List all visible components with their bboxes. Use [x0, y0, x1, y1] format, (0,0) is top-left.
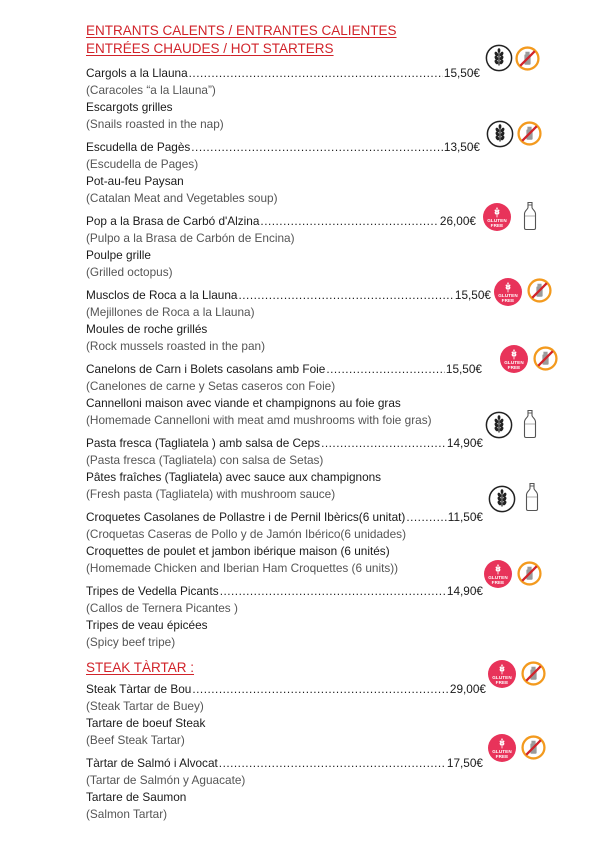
- heading-french: ENTRÉES CHAUDES /: [86, 41, 231, 56]
- dish-spanish: (Steak Tartar de Buey): [86, 699, 204, 713]
- bottle-icon: [524, 482, 540, 512]
- dish-french: Escargots grilles: [86, 100, 173, 114]
- dish-price: 17,50€: [446, 756, 483, 770]
- wheat-icon: [490, 207, 504, 218]
- dish-spanish: (Tartar de Salmón y Aguacate): [86, 773, 246, 787]
- section-heading-hot-starters-2: [86, 40, 334, 57]
- dish-english: (Beef Steak Tartar): [86, 733, 185, 747]
- badge-text-2: FREE: [495, 753, 509, 759]
- dish-name: Pasta fresca (Tagliatela ) amb salsa de Ceps: [86, 436, 321, 450]
- dish-price: 14,90€: [446, 584, 483, 598]
- dish-price: 15,50€: [443, 66, 480, 80]
- menu-item-name: [86, 681, 486, 697]
- leader-dots: [326, 361, 445, 377]
- dish-french: Tripes de veau épicées: [86, 618, 208, 632]
- menu-item-name: [86, 65, 480, 81]
- no-lactose-icon: [517, 561, 542, 586]
- dish-spanish: (Canelones de carne y Setas caseros con Foie): [86, 379, 336, 393]
- badge-text-1: GLUTEN: [492, 748, 512, 754]
- gluten-free-badge: [494, 278, 522, 306]
- no-lactose-icon: [527, 278, 552, 303]
- dish-price: 15,50€: [445, 362, 482, 376]
- wheat-icon: [485, 44, 513, 72]
- dish-french: Cannelloni maison avec viande et champignons au foie gras: [86, 396, 401, 410]
- badge-text-1: GLUTEN: [488, 574, 508, 580]
- wheat-icon: [485, 411, 513, 439]
- dish-spanish: (Pulpo a la Brasa de Carbón de Encina): [86, 231, 295, 245]
- leader-dots: [219, 755, 446, 771]
- leader-dots: [260, 213, 438, 229]
- dish-french: Tartare de Saumon: [86, 790, 187, 804]
- dish-spanish: (Croquetas Caseras de Pollo y de Jamón Ibérico(6 unidades): [86, 527, 406, 541]
- dish-price: 29,00€: [449, 682, 486, 696]
- dish-english: (Snails roasted in the nap): [86, 117, 224, 131]
- badge-text-1: GLUTEN: [492, 674, 512, 680]
- no-lactose-icon: [517, 121, 542, 146]
- dish-price: 13,50€: [443, 140, 480, 154]
- dish-english: (Homemade Cannelloni with meat amd mushrooms with foie gras): [86, 413, 432, 427]
- dish-name: Canelons de Carn i Bolets casolans amb Foie: [86, 362, 326, 376]
- dish-name: Pop a la Brasa de Carbó d'Alzina: [86, 214, 260, 228]
- wheat-icon: [491, 564, 505, 575]
- dish-price: 14,90€: [446, 436, 483, 450]
- dish-english: (Fresh pasta (Tagliatela) with mushroom sauce): [86, 487, 336, 501]
- dish-price: 15,50€: [454, 288, 491, 302]
- badge-text-1: GLUTEN: [487, 217, 507, 223]
- badge-text-2: FREE: [501, 297, 515, 303]
- menu-item-name: [86, 755, 483, 771]
- gluten-free-badge: [484, 560, 512, 588]
- menu-item-name: [86, 287, 491, 303]
- dish-name: Tripes de Vedella Picants: [86, 584, 219, 598]
- leader-dots: [189, 65, 443, 81]
- dish-price: 26,00€: [439, 214, 476, 228]
- wheat-icon: [486, 120, 514, 148]
- wheat-icon: [501, 282, 515, 293]
- badge-text-1: GLUTEN: [504, 359, 524, 365]
- dish-french: Poulpe grille: [86, 248, 151, 262]
- menu-item-name: [86, 509, 483, 525]
- heading-tartar: STEAK TÀRTAR :: [86, 660, 195, 675]
- dish-name: Musclos de Roca a la Llauna: [86, 288, 238, 302]
- no-lactose-icon: [521, 735, 546, 760]
- dish-name: Steak Tàrtar de Bou: [86, 682, 192, 696]
- bottle-icon: [522, 201, 538, 231]
- dish-english: (Homemade Chicken and Iberian Ham Croquettes (6 units)): [86, 561, 399, 575]
- menu-item-name: [86, 361, 482, 377]
- badge-text-1: GLUTEN: [498, 292, 518, 298]
- wheat-icon: [495, 664, 509, 675]
- no-lactose-icon: [515, 46, 540, 71]
- wheat-icon: [507, 349, 521, 360]
- gluten-free-badge: [488, 734, 516, 762]
- section-heading-steak-tartar: [86, 659, 194, 676]
- dish-name: Cargols a la Llauna: [86, 66, 188, 80]
- dish-french: Moules de roche grillés: [86, 322, 208, 336]
- dish-spanish: (Escudella de Pages): [86, 157, 199, 171]
- heading-spanish: ENTRANTES CALIENTES: [236, 23, 397, 38]
- badge-text-2: FREE: [495, 679, 509, 685]
- gluten-free-badge: [488, 660, 516, 688]
- heading-catalan: ENTRANTS CALENTS /: [86, 23, 237, 38]
- dish-spanish: (Callos de Ternera Picantes ): [86, 601, 238, 615]
- dish-english: (Grilled octopus): [86, 265, 173, 279]
- dish-french: Tartare de boeuf Steak: [86, 716, 206, 730]
- dish-name: Croquetes Casolanes de Pollastre i de Pernil Ibèrics(6 unitat): [86, 510, 406, 524]
- dish-french: Pot-au-feu Paysan: [86, 174, 184, 188]
- leader-dots: [191, 139, 443, 155]
- menu-item-name: [86, 213, 476, 229]
- dish-spanish: (Mejillones de Roca a la Llauna): [86, 305, 255, 319]
- section-heading-hot-starters: [86, 22, 397, 39]
- leader-dots: [220, 583, 446, 599]
- menu-item-name: [86, 435, 483, 451]
- badge-text-2: FREE: [491, 579, 505, 585]
- dish-spanish: (Caracoles “a la Llauna”): [86, 83, 216, 97]
- menu-item-name: [86, 583, 483, 599]
- wheat-icon: [488, 485, 516, 513]
- dish-french: Pâtes fraîches (Tagliatela) avec sauce aux champignons: [86, 470, 382, 484]
- dish-english: (Rock mussels roasted in the pan): [86, 339, 265, 353]
- no-lactose-icon: [521, 661, 546, 686]
- dish-english: (Salmon Tartar): [86, 807, 168, 821]
- no-lactose-icon: [533, 346, 558, 371]
- leader-dots: [321, 435, 446, 451]
- badge-text-2: FREE: [490, 222, 504, 228]
- leader-dots: [238, 287, 453, 303]
- dish-french: Croquettes de poulet et jambon ibérique maison (6 unités): [86, 544, 390, 558]
- dish-spanish: (Pasta fresca (Tagliatela) con salsa de Setas): [86, 453, 324, 467]
- leader-dots: [192, 681, 449, 697]
- dish-english: (Spicy beef tripe): [86, 635, 176, 649]
- dish-name: Tàrtar de Salmó i Alvocat: [86, 756, 218, 770]
- wheat-icon: [495, 738, 509, 749]
- dish-name: Escudella de Pagès: [86, 140, 191, 154]
- gluten-free-badge: [500, 345, 528, 373]
- gluten-free-badge: [483, 203, 511, 231]
- leader-dots: [406, 509, 446, 525]
- bottle-icon: [522, 409, 538, 439]
- badge-text-2: FREE: [507, 364, 521, 370]
- dish-english: (Catalan Meat and Vegetables soup): [86, 191, 278, 205]
- dish-price: 11,50€: [447, 510, 483, 524]
- heading-english: HOT STARTERS: [230, 41, 334, 56]
- menu-item-name: [86, 139, 480, 155]
